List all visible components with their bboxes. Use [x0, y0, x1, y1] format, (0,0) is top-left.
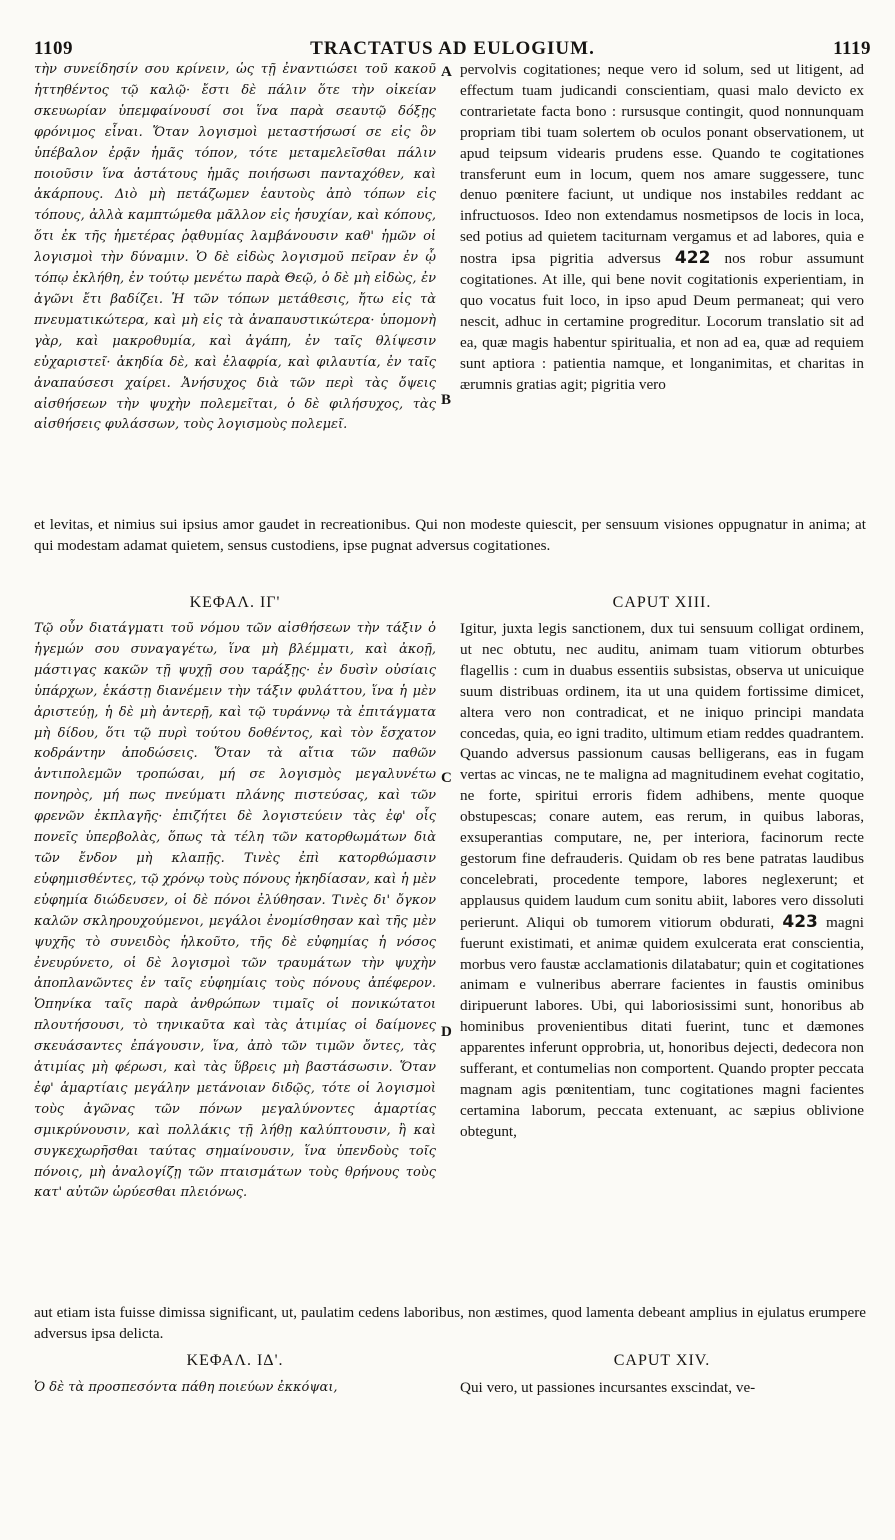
greek-column-section-1: τὴν συνείδησίν σου κρίνειν, ὡς τῇ ἐναντιώσει τοῦ κακοῦ ἡττηθέντος τῷ καλῷ· ἔστι δὲ πάλιν ὅτε τὴν οἰκείαν σκευωρίαν ὑπεμφαίνουσί σοι ἵνα παρὰ σεαυτῷ δόξῃς φρόνιμος εἶναι. Ὅταν λογισμοὶ μεταστήσωσί σε εἰς ὃν ὑπέβαλον ἐρᾷν ἡμᾶς τόπον, τότε μεταμελεῖσθαι πάλιν ποιοῦσιν ἵνα ἀστάτους ἡμᾶς ποιήσωσι πανταχόθεν, καὶ ἀκάρπους. Διὸ μὴ πετάζωμεν ἑαυτοὺς ἀπὸ τόπων εἰς τόπους, ἀλλὰ καμπτώμεθα μᾶλλον εἰς ἡσυχίαν, καὶ κόπους, ὅτι ἐκ τῆς ἡμετέρας ῥᾳθυμίας λαμβάνουσιν καθ' ἡμῶν οἱ λογισμοὶ τὴν δύναμιν. Ὁ δὲ εἰδὼς λογισμοῦ πεῖραν ἐν ᾧ τόπῳ ἐκλήθη, ἐν τούτῳ μενέτω παρὰ Θεῷ, ὁ δὲ μὴ εἰδὼς, ἐν ἀγῶνι ἔτι βαδίζει. Ἡ τῶν τόπων μετάθεσις, ἤτω εἰς τὰ πνευματικώτερα, καὶ μὴ εἰς τὰ ἀναπαυστικώτερα· ὑπομονὴ γὰρ, καὶ μακροθυμία, καὶ ἀγάπη, ἐν ταῖς θλίψεσιν εὐχαριστεῖ· ἀκηδία δὲ, καὶ ἐλαφρία, καὶ φιλαυτία, ἐν ταῖς ἀναπαύσεσι χαίρει. Ἀνήσυχος διὰ τῶν περὶ τὰς ὄψεις αἰσθήσεων τὴν ψυχὴν πολεμεῖται, ὁ δὲ φιλήσυχος, τὰς αἰσθήσεις φυλάσσων, τοὺς λογισμοὺς πολεμεῖ.	[34, 62, 436, 433]
column-number-423: 423	[782, 911, 818, 932]
running-title: TRACTATUS AD EULOGIUM.	[310, 38, 595, 59]
column-number-422: 422	[674, 248, 711, 269]
chapter-heading-latin-13: CAPUT XIII.	[612, 594, 712, 611]
chapter-heading-greek-13: ΚΕΦΑΛ. ΙΓ'	[189, 594, 281, 611]
full-width-latin-section-1: et levitas, et nimius sui ipsius amor gaudet in recreationibus. Qui non modeste quiescit, per sensuum visiones oppugnatur in anima; at qui modestam adamat quietem, sensus custodiens, ipse pugnat adversus cogitationes.	[34, 516, 866, 554]
full-width-latin-section-2: aut etiam ista fuisse dimissa significant, ut, paulatim cedens laboribus, non æstimes, quod lamenta debeant amplius in ejulatus erumpere adversus ipsa delicta.	[34, 1304, 866, 1342]
margin-marker-c: C	[441, 770, 452, 786]
latin-column-section-3: Qui vero, ut passiones incursantes exscindat, ve-	[460, 1379, 756, 1396]
chapter-heading-greek-14: ΚΕΦΑΛ. ΙΔ'.	[186, 1352, 284, 1369]
latin-column-section-2	[460, 619, 864, 1301]
running-header	[34, 38, 871, 62]
chapter-heading-latin-14: CAPUT XIV.	[613, 1352, 711, 1369]
latin-text-part-4: magni fuerunt existimati, et animæ quidem exulcerata erat conscientia, morbus vero faustæ acclamationis dilatabatur; quin et cogitationes animam e vulneribus aberrare facientes in faustis ominibus diripuerunt labores. Ubi, qui laboriosissimi sunt, honoribus ab hominibus provenientibus ditati fuerint, tunc et dæmones apparentes inferunt opprobria, ut, honoribus dejecti, dedecora non sufferant, et contumelias non comportent. Quando propter peccata magnam agis pœnitentiam, tunc cogitationes magni facientes certamina laborum, peccata extenuant, ac sæpius oblivione obtegunt,	[460, 913, 864, 1140]
greek-column-section-2: Τῷ οὖν διατάγματι τοῦ νόμου τῶν αἰσθήσεων τὴν τάξιν ὁ ἡγεμών σου συναγαγέτω, ἵνα μὴ βλέμματι, καὶ ἀκοῇ, μάστιγας κακῶν τῇ ψυχῇ σου ταράξῃς· ἐν δυσὶν οὐσίαις ὑπάρχων, ἑκάστῃ διανέμειν τὴν τάξιν φυλάττου, ἵνα ἡ μὲν ἀριστεύῃ, ἡ δὲ μὴ ἀντερῇ, καὶ τῷ τυράννῳ τὰ ἐπιτάγματα μὴ δίδου, ὅτι τῷ πυρὶ τούτου δοθέντος, καὶ τὸν ἔσχατον κοδράντην ἀποδώσεις. Ὅταν τὰ αἴτια τῶν παθῶν ἀντιπολεμῶν τροπώσαι, μή σε λογισμὸς μεγαλυνέτω πονηρὸς, μή πως πνεύματι πλάνης πιστεύσας, καὶ τῶν φρενῶν ἐκπλαγῆς· ἐπιζήτει δὲ λογιστεύειν τὰς ἐφ' οἷς πονεῖς ὑπερβολὰς, ὅπως τὰ τέλη τῶν κατορθωμάτων διὰ τῶν ἔνδον μὴ κλαπῇς. Τινὲς ἐπὶ κατορθώμασιν εὐφημισθέντες, τῷ χρόνῳ τοὺς πόνους ἠκηδίασαν, καὶ ἡ μὲν εὐφημία διώδευσεν, οἱ δὲ πόνοι ἐλύθησαν. Τινὲς δι' ὄγκον καλῶν σκληρουχούμενοι, μεγάλοι ἐνομίσθησαν καὶ τῆς μὲν ψυχῆς τὸ συνειδὸς ἡλκοῦτο, τῆς δὲ εὐφημίας ἡ νόσος ἐνευρύνετο, οἱ δὲ λογισμοὶ τῶν τραυμάτων τὴν ψυχὴν ἀποπλανῶντες ἐν ταῖς εὐφημίαις τοὺς πόνους ἀπέφερον. Ὁπηνίκα ταῖς παρὰ ἀνθρώπων τιμαῖς οἱ πονικώτατοι πλουτήσουσι, τὸ τηνικαῦτα καὶ τὰς ἀτιμίας οἱ δαίμονες σκευάσαντες ἐπάγουσιν, ἵνα, ἀπὸ τῶν τιμῶν ὄντες, τὰς ἀτιμίας μὴ φέρωσι, καὶ τὰς ὕβρεις μὴ βαστάσωσιν. Ὅταν ἐφ' ἁμαρτίαις μεγάλην μετάνοιαν διδῷς, τότε οἱ λογισμοὶ τοὺς ἀγῶνας τῶν πόνων μεγαλύνοντες ἁμαρτίας σμικρύνουσιν, καὶ πολλάκις τῇ λήθῃ καλύπτουσιν, ἢ καὶ συγκεχωρῆσθαι ταύτας σημαίνουσιν, ἵνα ὑπενδοὺς τοῖς πόνοις, μὴ ἀναλογίζῃ τῶν πταισμάτων τοὺς θρήνους τοὺς κατ' αὐτῶν ὠρύεσθαι πλειόνως.	[34, 621, 436, 1201]
latin-text-part-3: Igitur, juxta legis sanctionem, dux tui sensuum colligat ordinem, ut nec obtutu, nec auditu, animam tuam vitiorum obturbes flagellis : cum in duabus essentiis subsistas, observa ut unicuique suum distribuas ordinem, ita ut una quidem fortissime dimicet, altera vero non contradicat, et ne iniquo principi mandata concedas, quia, eo igni tradito, ultimum etiam reddes quadrantem. Quando adversus passionum causas belligerans, eas in fugam vertas ac vincas, ne te maligna ad magnitudinem evehat cogitatio, ne forte, spiritui erroris fidem adhibens, mente quoque obstupescas; conare autem, eas rerum, in quibus laboras, exsuperantias computare, ne, per interiora, facinorum recte gestorum fine defrauderis. Quidam ob res bene patratas laudibus concelebrati, procedente tempore, labores neglexerunt; et applausus quidem laudum cum sonitu abiit, labores vero dissoluti perierunt. Aliqui ob tumorem vitiorum obdurati,	[460, 620, 864, 931]
greek-column-section-3: Ὁ δὲ τὰ προσπεσόντα πάθη ποιεύων ἐκκόψαι,	[34, 1380, 338, 1395]
margin-marker-a: A	[441, 64, 452, 80]
latin-text-part-2: nos robur assumunt cogitationes. At ille, qui bene novit cogitationis experientiam, in quo vocatus fuit loco, in ipso apud Deum permaneat; qui vero nescit, adhuc in certamine progreditur. Locorum translatio sit ad ea, quæ magis habentur spiritualia, et non ad ea, quæ ad requiem sunt aptiora : patientia namque, et longanimitas, et charitas in ærumnis gratias agit; pigritia vero	[460, 250, 864, 393]
page-number-right: 1119	[833, 38, 871, 59]
margin-marker-b: B	[441, 392, 452, 408]
page-number-left: 1109	[34, 38, 73, 59]
latin-column-section-1	[460, 60, 864, 512]
latin-text-part-1: pervolvis cogitationes; neque vero id solum, sed ut litigent, ad effectum tuam judicandi conscientiam, quasi malo devicto ex contrarietate facta bono : rursusque contingit, quod nonnunquam propriam tibi tuam solertem ob oculos ponant observationem, ut apud teipsum videaris prudens esse. Quando te cogitationes transferunt eum in locum, quem nos amare suggessere, tunc denuo pœnitere faciunt, ut undique nos instabiles reddant ac infructuosos. Ideo non extendamus nosmetipsos de locis in loca, sed potius ad quietem taciturnam vergamus et ad labores, quia e nostra ipsa pigritia adversus	[460, 61, 864, 268]
margin-marker-d: D	[441, 1024, 452, 1040]
